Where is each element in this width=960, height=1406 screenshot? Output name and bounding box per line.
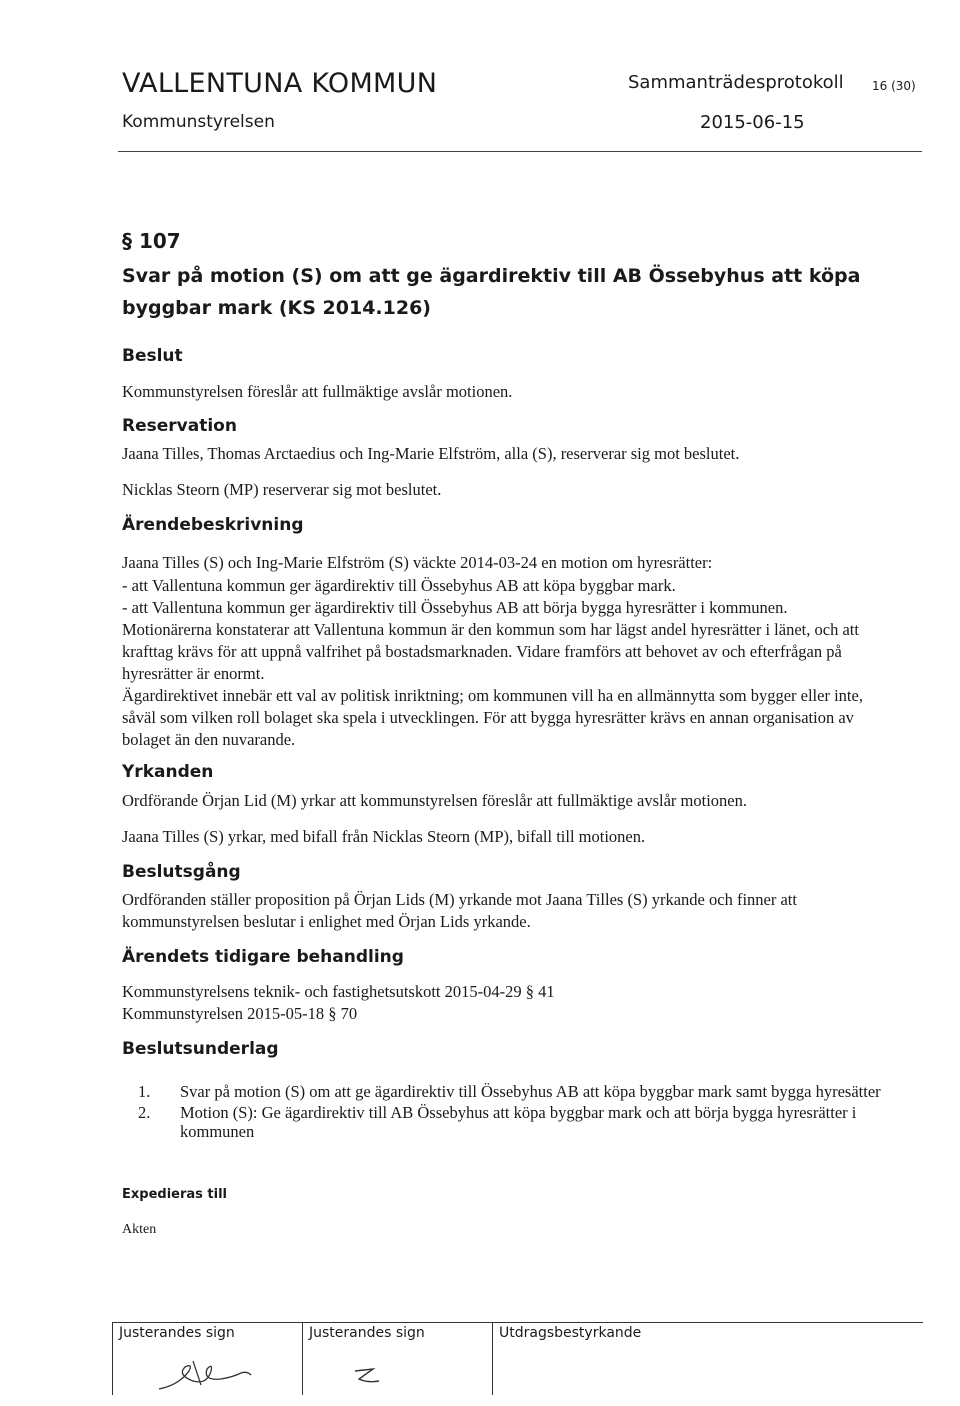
- tidigare-line-1: Kommunstyrelsens teknik- och fastighetsutskott 2015-04-29 § 41: [122, 982, 555, 1001]
- reservation-line-2: Nicklas Steorn (MP) reserverar sig mot beslutet.: [122, 480, 442, 499]
- organization-name: VALLENTUNA KOMMUN: [122, 68, 438, 99]
- yrkanden-heading: Yrkanden: [122, 762, 214, 782]
- arendebeskrivning-line-1: Jaana Tilles (S) och Ing-Marie Elfström (S) väckte 2014-03-24 en motion om hyresrätter:: [122, 553, 713, 572]
- list-item-text: Motion (S): Ge ägardirektiv till AB Össebyhus att köpa byggbar mark och att börja bygga hyresrätter i kommunen: [180, 1103, 857, 1141]
- signature-box-label: Justerandes sign: [309, 1325, 425, 1341]
- reservation-heading: Reservation: [122, 416, 237, 436]
- expedieras-recipient: Akten: [122, 1222, 157, 1237]
- signature-scribble-icon: [343, 1349, 423, 1399]
- beslutsgang-heading: Beslutsgång: [122, 862, 241, 882]
- signature-scribble-icon: [149, 1341, 269, 1401]
- arendebeskrivning-line-2: - att Vallentuna kommun ger ägardirektiv till Össebyhus AB att köpa byggbar mark.: [122, 576, 676, 595]
- beslutsgang-text: Ordföranden ställer proposition på Örjan Lids (M) yrkande mot Jaana Tilles (S) yrkande och finner att kommunstyrelsen beslutar i enlighet med Örjan Lids yrkande.: [122, 890, 797, 931]
- expedieras-heading: Expedieras till: [122, 1187, 227, 1202]
- beslutsunderlag-heading: Beslutsunderlag: [122, 1039, 279, 1059]
- beslut-text: Kommunstyrelsen föreslår att fullmäktige avslår motionen.: [122, 382, 513, 401]
- list-item: [122, 1103, 892, 1141]
- beslutsunderlag-list: [122, 1082, 892, 1143]
- tidigare-line-2: Kommunstyrelsen 2015-05-18 § 70: [122, 1004, 358, 1023]
- board-name: Kommunstyrelsen: [122, 112, 275, 132]
- list-item-number: 1.: [138, 1082, 151, 1101]
- signature-box-label: Justerandes sign: [119, 1325, 235, 1341]
- arendebeskrivning-heading: Ärendebeskrivning: [122, 515, 304, 535]
- meeting-date: 2015-06-15: [700, 112, 805, 133]
- paragraph-number: § 107: [122, 229, 181, 253]
- tidigare-heading: Ärendets tidigare behandling: [122, 947, 404, 967]
- beslut-heading: Beslut: [122, 346, 183, 366]
- page-number: 16 (30): [872, 79, 916, 93]
- signature-box-2: [302, 1322, 493, 1395]
- yrkanden-line-2: Jaana Tilles (S) yrkar, med bifall från Nicklas Steorn (MP), bifall till motionen.: [122, 827, 646, 846]
- arendebeskrivning-para-1: Motionärerna konstaterar att Vallentuna kommun är den kommun som har lägst andel hyresrätter i länet, och att krafttag krävs för att uppnå valfrihet på bostadsmarknaden. Vidare framförs att behovet av och efterfrågan på hyresrätter är enormt.: [122, 620, 859, 683]
- header-divider: [118, 151, 922, 152]
- signature-box-3: [492, 1322, 923, 1395]
- list-item: [122, 1082, 892, 1101]
- list-item-text: Svar på motion (S) om att ge ägardirektiv till Össebyhus AB att köpa byggbar mark samt bygga hyresätter: [180, 1082, 881, 1101]
- arendebeskrivning-para-2: Ägardirektivet innebär ett val av politisk inriktning; om kommunen vill ha en allmännytta som bygger eller inte, såväl som vilken roll bolaget ska spela i utvecklingen. För att bygga hyresrätter krävs en annan organisation av bolaget än den nuvarande.: [122, 686, 863, 749]
- document-type: Sammanträdesprotokoll: [628, 72, 844, 93]
- section-title: Svar på motion (S) om att ge ägardirektiv till AB Össebyhus att köpa byggbar mark (KS 2014.126): [122, 265, 861, 319]
- signature-box-label: Utdragsbestyrkande: [499, 1325, 642, 1341]
- yrkanden-line-1: Ordförande Örjan Lid (M) yrkar att kommunstyrelsen föreslår att fullmäktige avslår motionen.: [122, 791, 747, 810]
- arendebeskrivning-line-3: - att Vallentuna kommun ger ägardirektiv till Össebyhus AB att börja bygga hyresrätter i kommunen.: [122, 598, 788, 617]
- signature-box-1: [112, 1322, 303, 1395]
- list-item-number: 2.: [138, 1103, 151, 1122]
- reservation-line-1: Jaana Tilles, Thomas Arctaedius och Ing-Marie Elfström, alla (S), reserverar sig mot beslutet.: [122, 444, 740, 463]
